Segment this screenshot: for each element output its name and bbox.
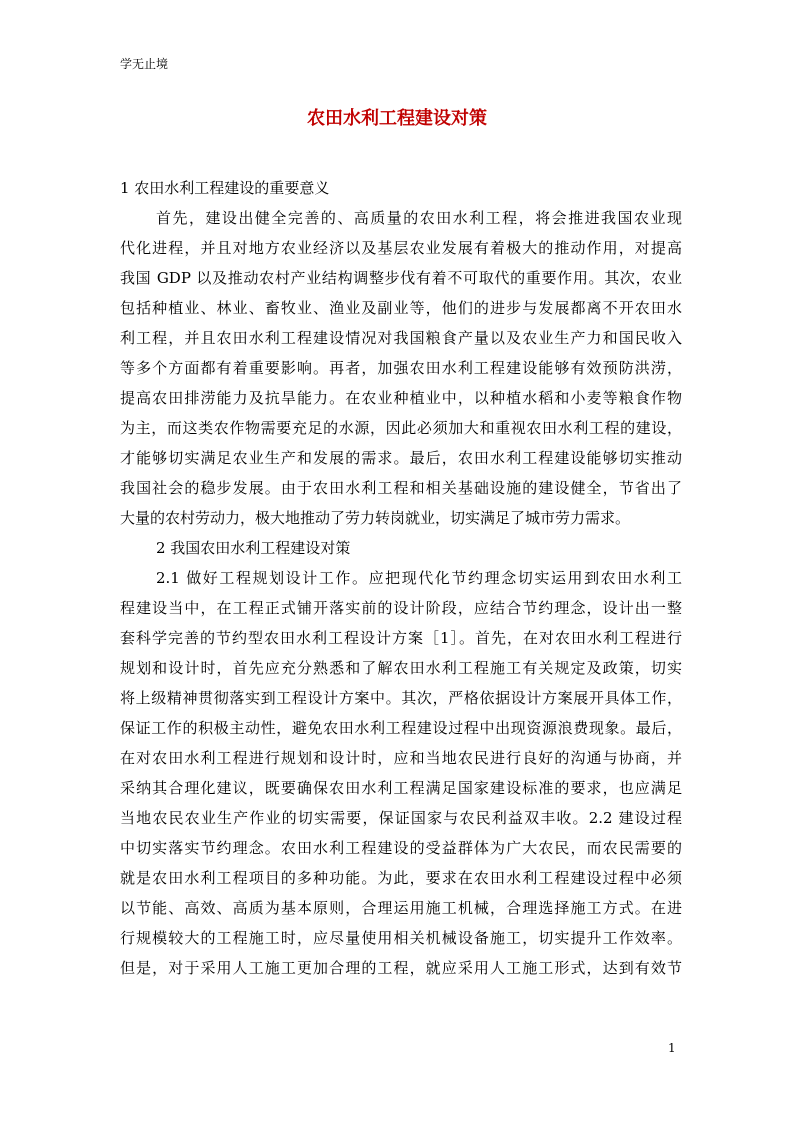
paragraph-line: 行规模较大的工程施工时，应尽量使用相关机械设备施工，切实提升工作效率。 [120,929,682,947]
paragraph-line: 在对农田水利工程进行规划和设计时，应和当地农民进行良好的沟通与协商，并 [120,749,682,767]
paragraph-line: 当地农民农业生产作业的切实需要，保证国家与农民利益双丰收。2.2 建设过程 [120,809,682,827]
paragraph-line: 大量的农村劳动力，极大地推动了劳力转岗就业，切实满足了城市劳力需求。 [120,509,631,527]
paragraph-line: 就是农田水利工程项目的多种功能。为此，要求在农田水利工程建设过程中必须 [120,869,682,887]
paragraph-line: 程建设当中，在工程正式铺开落实前的设计阶段，应结合节约理念，设计出一整 [120,599,682,617]
paragraph-line: 提高农田排涝能力及抗旱能力。在农业种植业中，以种植水稻和小麦等粮食作物 [120,389,682,407]
paragraph-line: 我国 GDP 以及推动农村产业结构调整步伐有着不可取代的重要作用。其次，农业 [120,269,682,287]
paragraph-line: 我国社会的稳步发展。由于农田水利工程和相关基础设施的建设健全，节省出了 [120,479,682,497]
document-body [120,173,682,983]
paragraph-line: 才能够切实满足农业生产和发展的需求。最后，农田水利工程建设能够切实推动 [120,449,682,467]
paragraph-line: 利工程，并且农田水利工程建设情况对我国粮食产量以及农业生产力和国民收入 [120,329,682,347]
paragraph-line: 采纳其合理化建议，既要确保农田水利工程满足国家建设标准的要求，也应满足 [120,779,682,797]
page-number: 1 [668,1041,676,1055]
paragraph-line: 将上级精神贯彻落实到工程设计方案中。其次，严格依据设计方案展开具体工作， [120,689,682,707]
paragraph-line: 但是，对于采用人工施工更加合理的工程，就应采用人工施工形式，达到有效节 [120,959,682,977]
paragraph-line: 规划和设计时，首先应充分熟悉和了解农田水利工程施工有关规定及政策，切实 [120,659,682,677]
paragraph-line: 等多个方面都有着重要影响。再者，加强农田水利工程建设能够有效预防洪涝， [120,359,682,377]
paragraph-line: 首先，建设出健全完善的、高质量的农田水利工程，将会推进我国农业现 [156,209,682,227]
paragraph-line: 2.1 做好工程规划设计工作。应把现代化节约理念切实运用到农田水利工 [156,569,682,587]
paragraph-line: 套科学完善的节约型农田水利工程设计方案［1］。首先，在对农田水利工程进行 [120,629,682,647]
section-heading: 1 农田水利工程建设的重要意义 [120,179,330,197]
paragraph-line: 中切实落实节约理念。农田水利工程建设的受益群体为广大农民，而农民需要的 [120,839,682,857]
paragraph-line: 为主，而这类农作物需要充足的水源，因此必须加大和重视农田水利工程的建设， [120,419,682,437]
document-title: 农田水利工程建设对策 [307,108,487,129]
paragraph-line: 以节能、高效、高质为基本原则，合理运用施工机械，合理选择施工方式。在进 [120,899,682,917]
paragraph-line: 包括种植业、林业、畜牧业、渔业及副业等，他们的进步与发展都离不开农田水 [120,299,682,317]
paragraph-line: 代化进程，并且对地方农业经济以及基层农业发展有着极大的推动作用，对提高 [120,239,682,257]
section-heading: 2 我国农田水利工程建设对策 [156,539,351,557]
paragraph-line: 保证工作的积极主动性，避免农田水利工程建设过程中出现资源浪费现象。最后， [120,719,682,737]
header-text: 学无止境 [120,57,169,71]
